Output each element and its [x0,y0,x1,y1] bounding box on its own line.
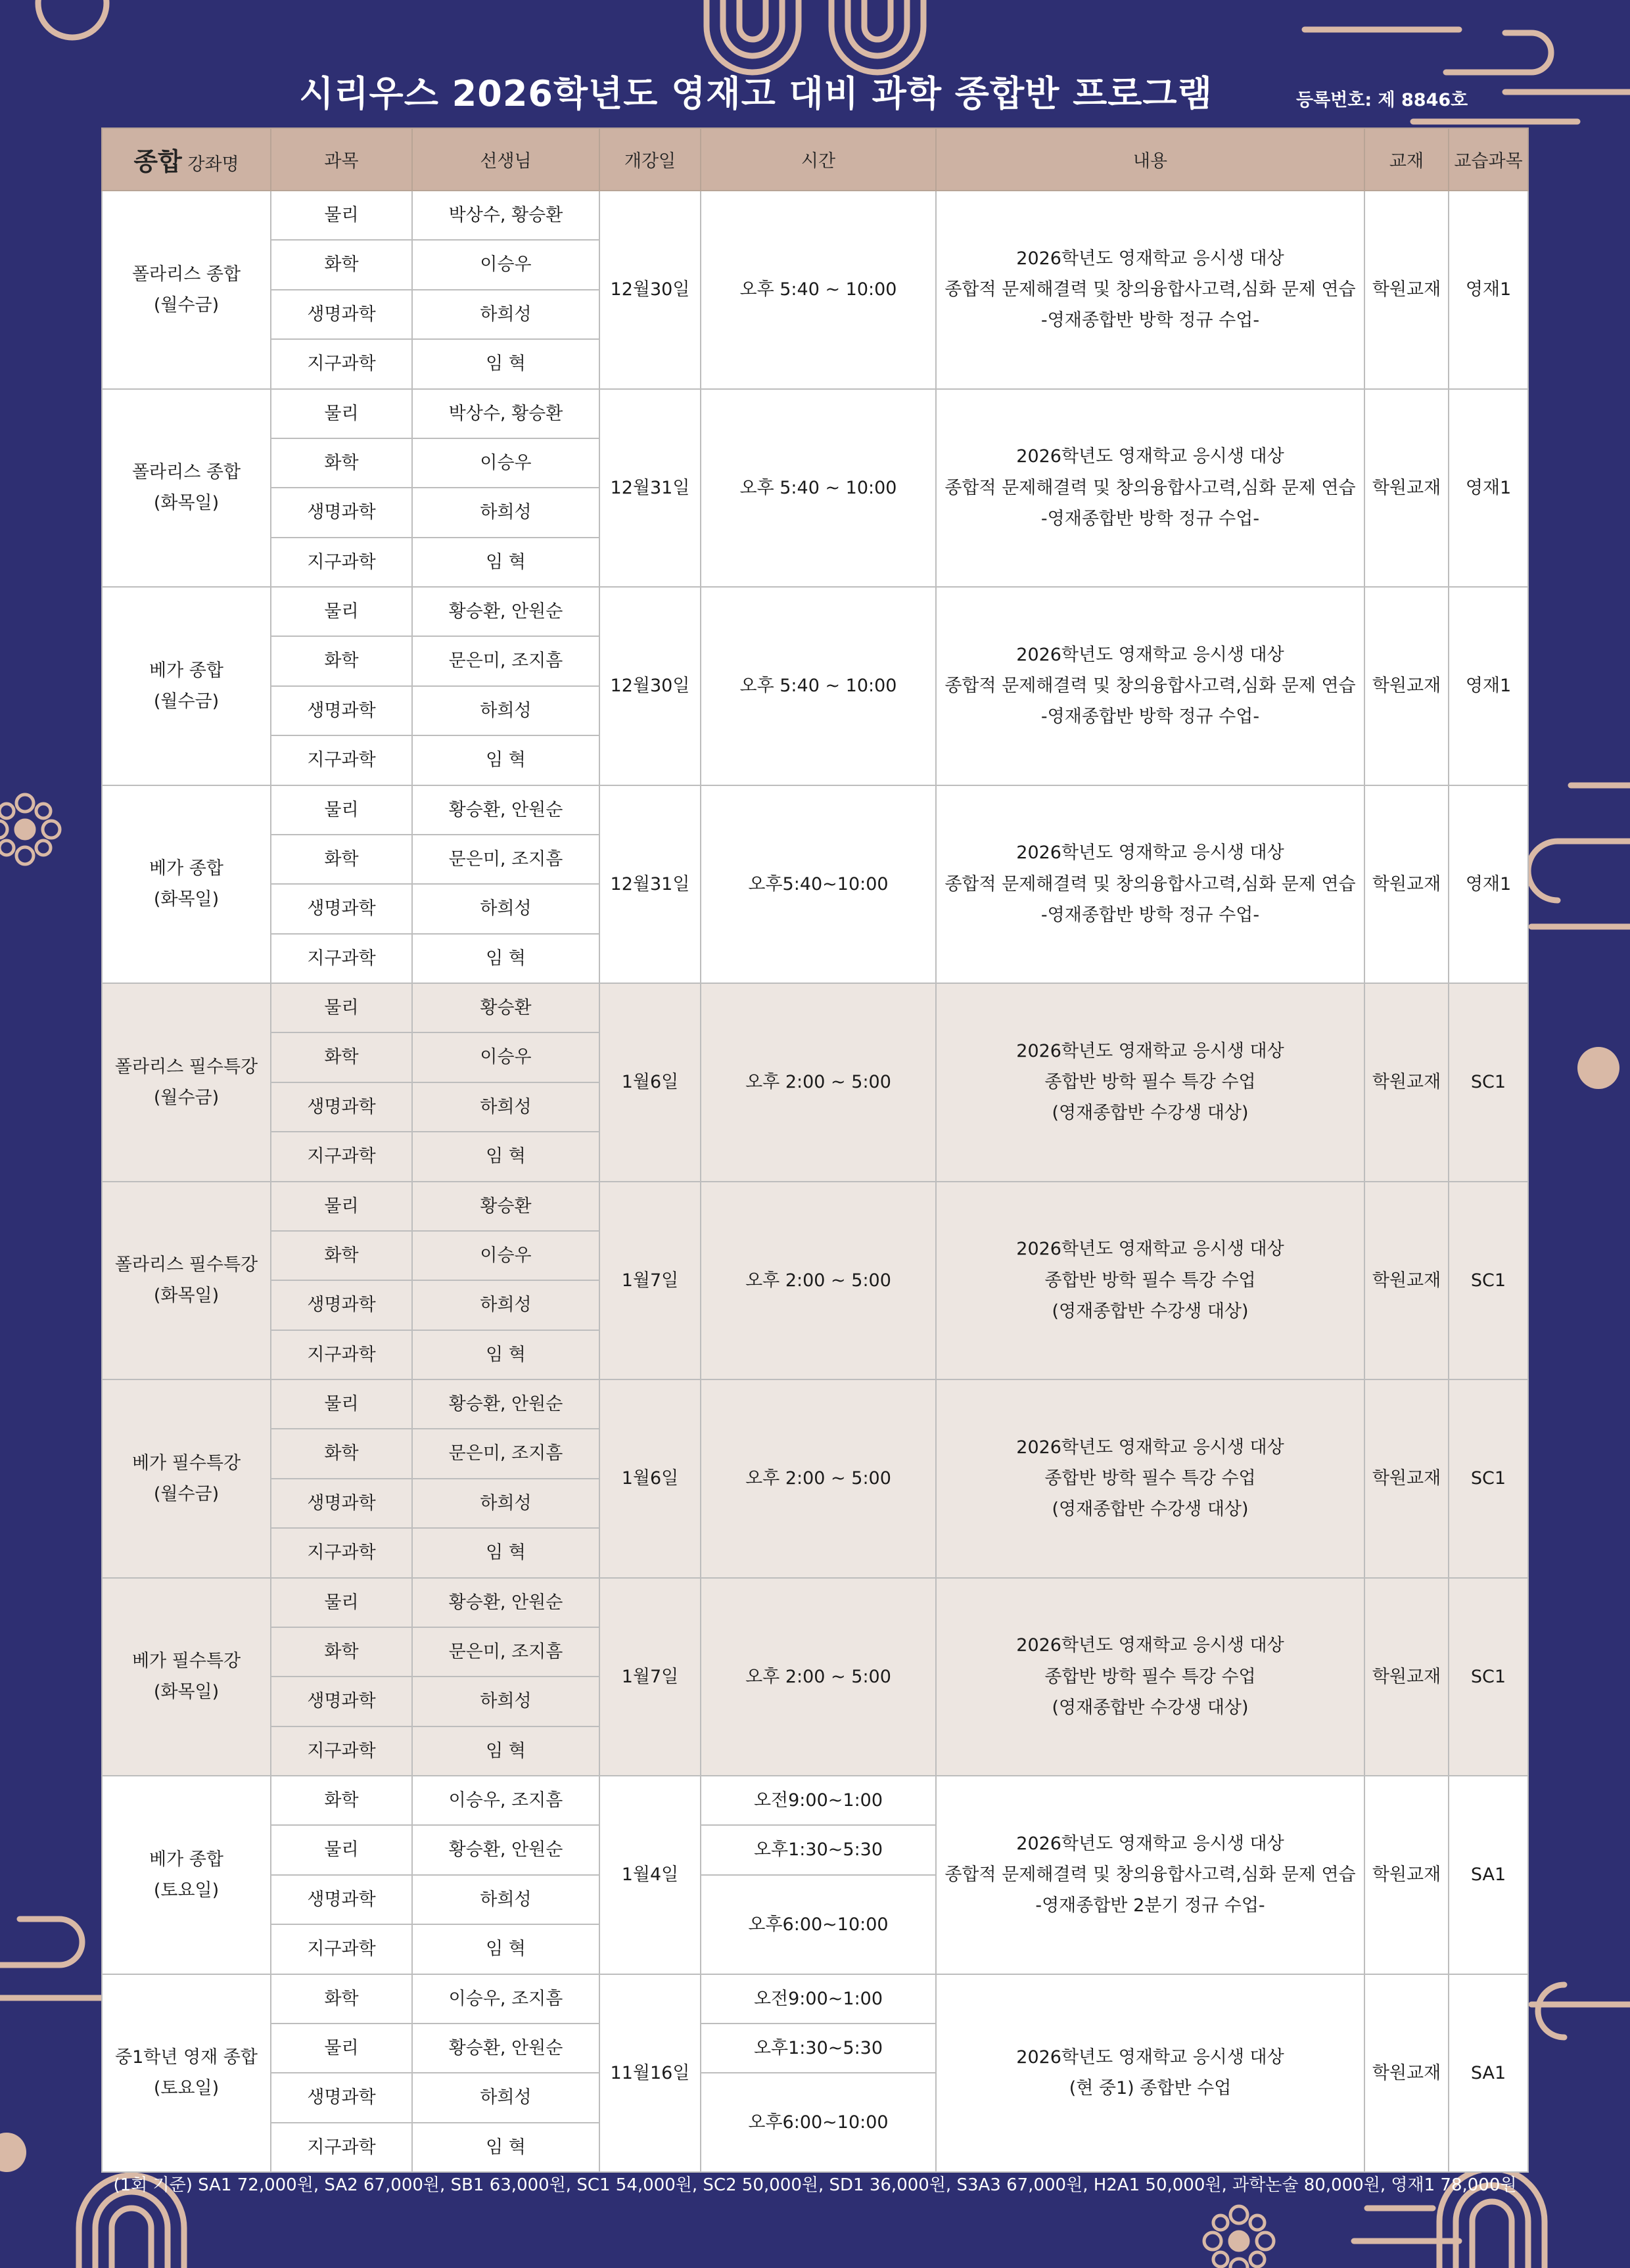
course-days: (화목일) [153,1682,220,1703]
teacher-cell: 황승환, 안원순 [412,1578,599,1627]
ornament-wave-right-lower [1531,1985,1630,2037]
teacher-cell: 이승우 [412,1032,599,1082]
content-line: 2026학년도 영재학교 응시생 대상 [1016,446,1284,467]
col-time: 시간 [701,128,936,191]
content-line: -영재종합반 방학 정규 수업- [1040,706,1260,728]
col-textbook: 교재 [1364,128,1449,191]
course-name-cell [102,191,271,389]
subject-cell: 생명과학 [271,1677,412,1726]
content-cell [936,1776,1364,1974]
col-teacher: 선생님 [412,128,599,191]
course-code-cell: SC1 [1449,1578,1528,1776]
course-days: (화목일) [153,889,220,910]
subject-cell: 지구과학 [271,1924,412,1974]
content-line: 종합적 문제해결력 및 창의융합사고력,심화 문제 연습 [944,1864,1356,1886]
subject-cell: 지구과학 [271,934,412,983]
course-code-cell: SA1 [1449,1776,1528,1974]
schedule-table [101,127,1529,2173]
content-cell [936,983,1364,1182]
teacher-cell: 황승환, 안원순 [412,1825,599,1874]
textbook-cell: 학원교재 [1364,191,1449,389]
table-body [102,191,1528,2172]
teacher-cell: 하희성 [412,488,599,537]
subject-cell: 화학 [271,438,412,488]
course-name: 베가 종합 [149,1849,223,1870]
textbook-cell: 학원교재 [1364,1776,1449,1974]
teacher-cell: 임 혁 [412,1330,599,1379]
textbook-cell: 학원교재 [1364,1379,1449,1578]
ornament-circle-top-left [38,0,106,37]
start-date-cell: 1월4일 [599,1776,701,1974]
teacher-cell: 하희성 [412,1875,599,1924]
start-date-cell: 12월31일 [599,785,701,984]
time-cell: 오전9:00~1:00 [701,1974,936,2024]
course-name: 폴라리스 종합 [131,264,241,285]
teacher-cell: 이승우 [412,438,599,488]
subject-cell: 지구과학 [271,1132,412,1181]
time-cell: 오후5:40~10:00 [701,785,936,984]
content-line: 2026학년도 영재학교 응시생 대상 [1016,1239,1284,1260]
time-cell: 오후 2:00 ~ 5:00 [701,983,936,1182]
teacher-cell: 이승우, 조지흠 [412,1974,599,2024]
subject-cell: 생명과학 [271,2073,412,2122]
subject-cell: 화학 [271,1627,412,1677]
course-days: (화목일) [153,493,220,514]
teacher-cell: 황승환, 안원순 [412,785,599,835]
teacher-cell: 황승환 [412,1182,599,1231]
subject-cell: 생명과학 [271,1875,412,1924]
course-name-cell [102,1379,271,1578]
subject-cell: 생명과학 [271,1280,412,1330]
content-line: 2026학년도 영재학교 응시생 대상 [1016,1040,1284,1061]
time-cell: 오후6:00~10:00 [701,1875,936,1974]
course-days: (월수금) [153,1483,220,1504]
subject-cell: 지구과학 [271,339,412,388]
teacher-cell: 하희성 [412,290,599,339]
content-cell [936,587,1364,785]
content-line: (영재종합반 수강생 대상) [1052,1103,1249,1124]
content-line: -영재종합반 방학 정규 수업- [1040,310,1260,331]
course-code-cell: SC1 [1449,1182,1528,1380]
time-cell: 오후 2:00 ~ 5:00 [701,1379,936,1578]
ornament-wave-right [1528,785,1630,927]
time-cell: 오후 5:40 ~ 10:00 [701,389,936,588]
teacher-cell: 문은미, 조지흠 [412,636,599,685]
table-row [102,1974,1528,2024]
course-code-cell: SC1 [1449,983,1528,1182]
col-content: 내용 [936,128,1364,191]
ornament-dot-right [1577,1047,1619,1089]
subject-cell: 화학 [271,1032,412,1082]
time-cell: 오후1:30~5:30 [701,2024,936,2073]
subject-cell: 물리 [271,1182,412,1231]
course-code-cell: 영재1 [1449,389,1528,588]
content-line: 2026학년도 영재학교 응시생 대상 [1016,1833,1284,1854]
teacher-cell: 하희성 [412,686,599,735]
content-line: 2026학년도 영재학교 응시생 대상 [1016,644,1284,665]
content-line: -영재종합반 2분기 정규 수업- [1035,1895,1265,1916]
ornament-arch-top [707,0,923,72]
teacher-cell: 임 혁 [412,1132,599,1181]
col-start: 개강일 [599,128,701,191]
subject-cell: 생명과학 [271,1082,412,1132]
course-name: 베가 필수특강 [131,1651,241,1671]
content-line: (영재종합반 수강생 대상) [1052,1499,1249,1520]
teacher-cell: 이승우, 조지흠 [412,1776,599,1825]
time-cell: 오전9:00~1:00 [701,1776,936,1825]
teacher-cell: 황승환, 안원순 [412,1379,599,1429]
teacher-cell: 하희성 [412,2073,599,2122]
teacher-cell: 임 혁 [412,339,599,388]
ornament-dot-bottom-left [0,2133,26,2172]
content-line: (현 중1) 종합반 수업 [1069,2078,1232,2099]
content-line: 종합반 방학 필수 특강 수업 [1044,1468,1256,1489]
start-date-cell: 1월6일 [599,1379,701,1578]
teacher-cell: 임 혁 [412,1726,599,1776]
teacher-cell: 임 혁 [412,735,599,785]
course-days: (화목일) [153,1285,220,1307]
table-row [102,1578,1528,1627]
content-line: 종합적 문제해결력 및 창의융합사고력,심화 문제 연습 [944,873,1356,894]
textbook-cell: 학원교재 [1364,1182,1449,1380]
course-name-cell [102,1182,271,1380]
course-name-cell [102,1974,271,2173]
course-days: (월수금) [153,294,220,315]
start-date-cell: 1월7일 [599,1182,701,1380]
teacher-cell: 임 혁 [412,1528,599,1577]
subject-cell: 물리 [271,389,412,438]
course-name-cell [102,1578,271,1776]
registration-number: 등록번호: 제 8846호 [1296,90,1468,110]
teacher-cell: 임 혁 [412,934,599,983]
subject-cell: 생명과학 [271,488,412,537]
subject-cell: 생명과학 [271,884,412,933]
course-name: 폴라리스 필수특강 [114,1056,258,1077]
teacher-cell: 박상수, 황승환 [412,191,599,240]
start-date-cell: 1월6일 [599,983,701,1182]
ornament-flower-bottom [1204,2206,1274,2268]
start-date-cell: 12월30일 [599,587,701,785]
teacher-cell: 황승환, 안원순 [412,2024,599,2073]
col-course: 종합 강좌명 [102,128,271,191]
content-line: 2026학년도 영재학교 응시생 대상 [1016,1437,1284,1458]
subject-cell: 물리 [271,1825,412,1874]
subject-cell: 물리 [271,1379,412,1429]
content-line: -영재종합반 방학 정규 수업- [1040,508,1260,529]
textbook-cell: 학원교재 [1364,1578,1449,1776]
teacher-cell: 문은미, 조지흠 [412,835,599,884]
fee-footnote: (1회 기준) SA1 72,000원, SA2 67,000원, SB1 63,000원, SC1 54,000원, SC2 50,000원, SD1 36,000원, S3A3 67,000원, H2A1 50,000원, 과학논술 80,000원, 영재1 78,000원 [113,2175,1517,2195]
table-row [102,587,1528,636]
course-name-cell [102,1776,271,1974]
content-cell [936,1578,1364,1776]
content-line: 종합적 문제해결력 및 창의융합사고력,심화 문제 연습 [944,279,1356,300]
start-date-cell: 12월30일 [599,191,701,389]
teacher-cell: 하희성 [412,1479,599,1528]
course-name: 베가 필수특강 [131,1452,241,1473]
table-row [102,191,1528,240]
teacher-cell: 임 혁 [412,538,599,587]
course-days: (토요일) [153,1880,220,1901]
table-row [102,389,1528,438]
time-cell: 오후 5:40 ~ 10:00 [701,587,936,785]
course-name-cell [102,587,271,785]
ornament-wave-left [0,1919,112,1998]
teacher-cell: 황승환, 안원순 [412,587,599,636]
course-days: (토요일) [153,2078,220,2099]
start-date-cell: 12월31일 [599,389,701,588]
textbook-cell: 학원교재 [1364,983,1449,1182]
time-cell: 오후 2:00 ~ 5:00 [701,1578,936,1776]
content-line: 종합반 방학 필수 특강 수업 [1044,1270,1256,1291]
teacher-cell: 황승환 [412,983,599,1032]
content-cell [936,1974,1364,2173]
content-line: 종합적 문제해결력 및 창의융합사고력,심화 문제 연습 [944,477,1356,498]
subject-cell: 생명과학 [271,1479,412,1528]
course-name-cell [102,785,271,984]
col-subject: 과목 [271,128,412,191]
teacher-cell: 하희성 [412,1082,599,1132]
table-row [102,983,1528,1032]
table-row [102,1379,1528,1429]
content-line: 2026학년도 영재학교 응시생 대상 [1016,843,1284,864]
course-days: (월수금) [153,1087,220,1108]
content-line: 2026학년도 영재학교 응시생 대상 [1016,1635,1284,1656]
subject-cell: 화학 [271,636,412,685]
subject-cell: 물리 [271,1578,412,1627]
teacher-cell: 이승우 [412,240,599,289]
subject-cell: 지구과학 [271,1726,412,1776]
content-line: 2026학년도 영재학교 응시생 대상 [1016,2047,1284,2068]
subject-cell: 화학 [271,240,412,289]
start-date-cell: 1월7일 [599,1578,701,1776]
content-line: -영재종합반 방학 정규 수업- [1040,904,1260,925]
time-cell: 오후 5:40 ~ 10:00 [701,191,936,389]
teacher-cell: 임 혁 [412,1924,599,1974]
subject-cell: 지구과학 [271,735,412,785]
subject-cell: 지구과학 [271,1330,412,1379]
content-cell [936,1182,1364,1380]
content-cell [936,785,1364,984]
course-days: (월수금) [153,691,220,712]
content-line: (영재종합반 수강생 대상) [1052,1697,1249,1718]
subject-cell: 화학 [271,1231,412,1280]
content-cell [936,191,1364,389]
teacher-cell: 문은미, 조지흠 [412,1429,599,1478]
teacher-cell: 이승우 [412,1231,599,1280]
time-cell: 오후6:00~10:00 [701,2073,936,2172]
course-code-cell: SC1 [1449,1379,1528,1578]
table-row [102,1182,1528,1231]
course-code-cell: 영재1 [1449,785,1528,984]
teacher-cell: 임 혁 [412,2123,599,2172]
col-course-code: 교습과목 [1449,128,1528,191]
ornament-wave-bottom-right [1354,2208,1459,2241]
subject-cell: 물리 [271,983,412,1032]
subject-cell: 화학 [271,1776,412,1825]
course-name: 폴라리스 필수특강 [114,1255,258,1275]
course-code-cell: 영재1 [1449,587,1528,785]
teacher-cell: 하희성 [412,1280,599,1330]
course-name-cell [102,983,271,1182]
course-code-cell: SA1 [1449,1974,1528,2173]
time-cell: 오후 2:00 ~ 5:00 [701,1182,936,1380]
table-row [102,1776,1528,1825]
teacher-cell: 박상수, 황승환 [412,389,599,438]
content-line: (영재종합반 수강생 대상) [1052,1301,1249,1322]
textbook-cell: 학원교재 [1364,785,1449,984]
course-name: 베가 종합 [149,858,223,879]
subject-cell: 지구과학 [271,1528,412,1577]
content-line: 2026학년도 영재학교 응시생 대상 [1016,248,1284,269]
subject-cell: 화학 [271,835,412,884]
teacher-cell: 하희성 [412,884,599,933]
subject-cell: 화학 [271,1974,412,2024]
content-cell [936,389,1364,588]
start-date-cell: 11월16일 [599,1974,701,2173]
subject-cell: 생명과학 [271,290,412,339]
teacher-cell: 하희성 [412,1677,599,1726]
course-name: 폴라리스 종합 [131,462,241,482]
subject-cell: 물리 [271,587,412,636]
time-cell: 오후1:30~5:30 [701,1825,936,1874]
textbook-cell: 학원교재 [1364,1974,1449,2173]
textbook-cell: 학원교재 [1364,389,1449,588]
content-cell [936,1379,1364,1578]
course-name-cell [102,389,271,588]
content-line: 종합적 문제해결력 및 창의융합사고력,심화 문제 연습 [944,676,1356,697]
textbook-cell: 학원교재 [1364,587,1449,785]
ornament-flower-left [0,795,60,864]
subject-cell: 생명과학 [271,686,412,735]
subject-cell: 물리 [271,2024,412,2073]
subject-cell: 화학 [271,1429,412,1478]
content-line: 종합반 방학 필수 특강 수업 [1044,1072,1256,1093]
content-line: 종합반 방학 필수 특강 수업 [1044,1666,1256,1687]
page-title: 시리우스 2026학년도 영재고 대비 과학 종합반 프로그램 [299,73,1213,114]
table-row [102,785,1528,835]
course-name: 중1학년 영재 종합 [115,2047,258,2068]
subject-cell: 지구과학 [271,2123,412,2172]
table-header-row [102,128,1528,191]
subject-cell: 지구과학 [271,538,412,587]
subject-cell: 물리 [271,785,412,835]
course-code-cell: 영재1 [1449,191,1528,389]
course-name: 베가 종합 [149,660,223,681]
teacher-cell: 문은미, 조지흠 [412,1627,599,1677]
subject-cell: 물리 [271,191,412,240]
